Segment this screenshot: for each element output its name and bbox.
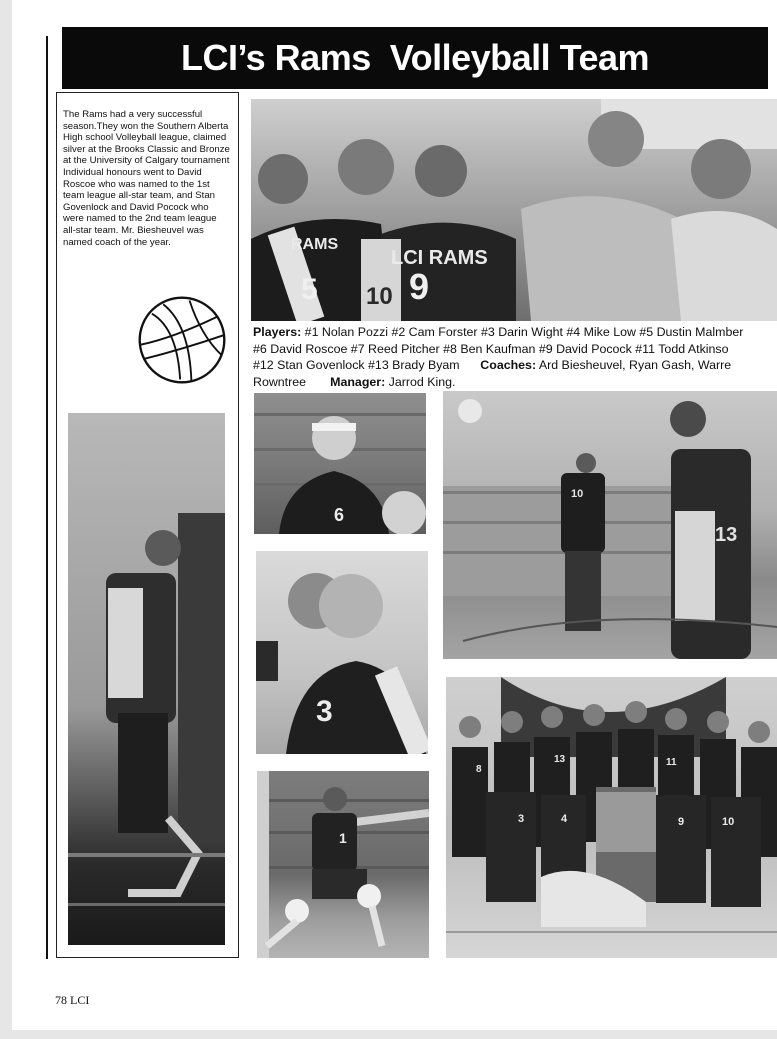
- jersey-number-9: 9: [409, 266, 430, 307]
- roster-line-1: [253, 324, 773, 341]
- page-title: LCI’s Rams Volleyball Team: [181, 37, 649, 78]
- coaches-label: Coaches:: [480, 358, 537, 372]
- jersey-number-5: 5: [301, 273, 318, 306]
- manager-name: Jarrod King.: [385, 374, 456, 389]
- coaches-list: Ard Biesheuvel, Ryan Gash, Warre: [536, 358, 732, 372]
- photo-court-action: [443, 391, 777, 659]
- coach-surname: Rowntree: [253, 374, 307, 389]
- players-label: Players:: [253, 325, 302, 339]
- roster-line-3: [253, 357, 773, 374]
- jersey-lettering-left: RAMS: [291, 236, 339, 253]
- photo-dig: [257, 771, 429, 958]
- jersey-number-10-court: 10: [571, 488, 584, 500]
- photo-huddle: [251, 99, 777, 321]
- players-list-3: #12 Stan Govenlock #13 Brady Byam: [253, 358, 460, 372]
- team-jersey-4: 4: [561, 813, 568, 825]
- photo-headband-player: [254, 393, 426, 534]
- page-folio: 78 LCI: [55, 993, 90, 1007]
- jersey-number-3: 3: [316, 695, 333, 728]
- photo-closeup-players: [256, 551, 428, 754]
- title-banner: [50, 27, 768, 89]
- manager-label: Manager:: [330, 374, 386, 389]
- jersey-number-1: 1: [339, 830, 347, 846]
- team-jersey-11: 11: [666, 757, 677, 768]
- photo-spike: [68, 413, 225, 945]
- roster-line-2: #6 David Roscoe #7 Reed Pitcher #8 Ben Kaufman #9 David Pocock #11 Todd Atkinso: [253, 341, 729, 356]
- jersey-lettering: LCI RAMS: [391, 247, 488, 269]
- volleyball-icon: [135, 293, 229, 387]
- jersey-number-13-court: 13: [715, 524, 738, 546]
- team-jersey-10: 10: [722, 816, 735, 828]
- team-jersey-9: 9: [678, 816, 685, 828]
- team-jersey-3: 3: [518, 813, 525, 825]
- team-jersey-13: 13: [554, 754, 566, 765]
- jersey-number-10: 10: [366, 283, 393, 310]
- photo-team-group: [446, 677, 777, 958]
- players-list-1: #1 Nolan Pozzi #2 Cam Forster #3 Darin Wight #4 Mike Low #5 Dustin Malmber: [301, 325, 744, 339]
- season-summary-text: The Rams had a very successful season.They won the Southern Alberta High school Volleyball league, claimed silver at the Brooks Classic and Bronze at the University of Calgary tournament Individual honours went to David Roscoe who was named to the 1st team league all-star team, and Stan Govenlock and David Pocock who were named to the 2nd team league all-star team. Mr. Biesheuvel was named coach of the year.: [63, 109, 230, 248]
- team-jersey-8: 8: [476, 764, 482, 775]
- left-frame-rule: [46, 36, 48, 959]
- roster-caption: [253, 324, 773, 390]
- roster-line-4: [253, 374, 773, 391]
- jersey-number-6: 6: [334, 505, 345, 525]
